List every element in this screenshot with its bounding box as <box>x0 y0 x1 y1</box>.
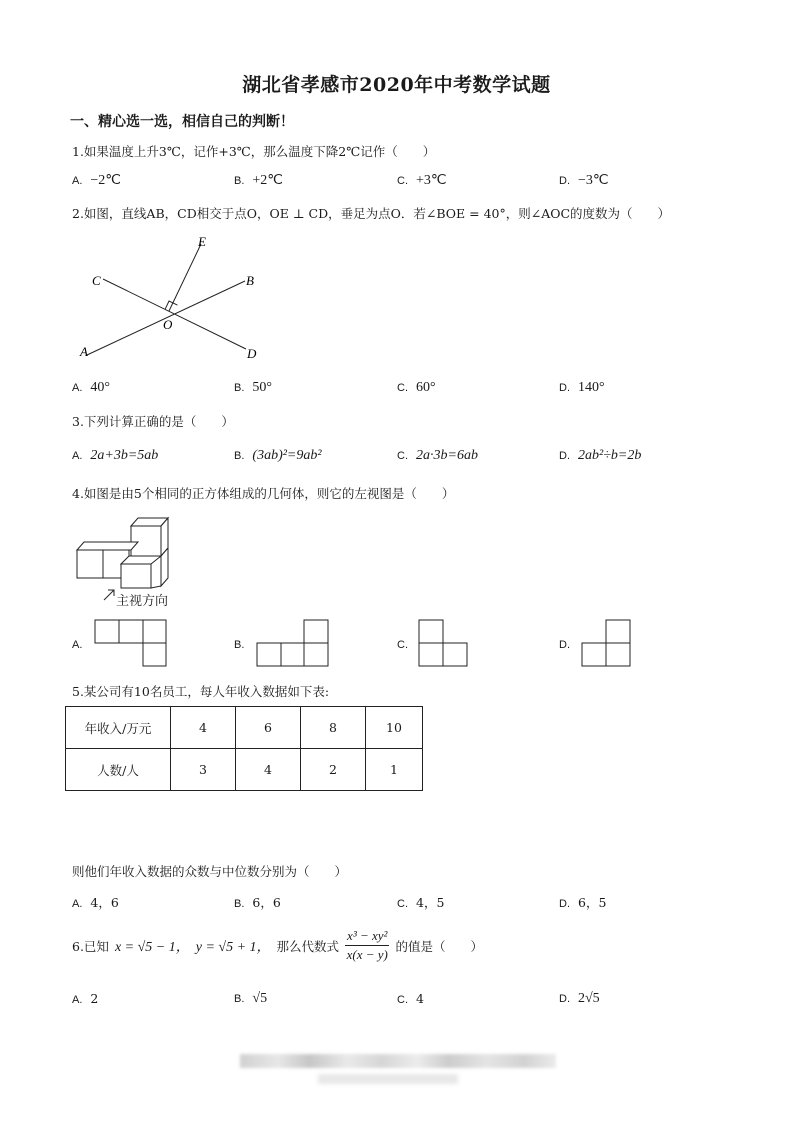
table-row <box>66 749 423 791</box>
option-label: D. <box>559 175 570 187</box>
option-label: A. <box>72 382 83 394</box>
option-value: 4，6 <box>90 895 119 910</box>
option-label: A. <box>72 898 83 910</box>
option-value: 60° <box>416 380 436 395</box>
q5-option-c[interactable] <box>397 893 444 911</box>
q4-option-c-view-icon <box>418 619 470 669</box>
q1-option-a[interactable] <box>72 172 121 189</box>
table-cell: 2 <box>301 749 366 791</box>
section-heading: 一、精心选一选，相信自己的判断！ <box>70 114 294 130</box>
option-label: D. <box>559 993 570 1005</box>
q6-option-b[interactable] <box>234 991 267 1007</box>
q2-option-d[interactable] <box>559 380 605 396</box>
q3-option-d[interactable] <box>559 448 641 464</box>
label-o: O <box>163 317 173 332</box>
ray-oe <box>169 244 201 311</box>
option-label: B. <box>234 898 245 910</box>
option-label: C. <box>397 175 408 187</box>
option-value: −3℃ <box>578 173 609 188</box>
label-e: E <box>198 234 206 249</box>
q2-option-b[interactable] <box>234 380 272 396</box>
line-cd <box>103 279 246 349</box>
table-cell: 4 <box>171 707 236 749</box>
q3-option-b[interactable] <box>234 448 322 464</box>
table-cell: 人数/人 <box>66 749 171 791</box>
table-row <box>66 707 423 749</box>
option-value: −2℃ <box>90 173 122 188</box>
question-3-text: 3.下列计算正确的是（ ） <box>72 414 234 429</box>
cube-front-face <box>77 550 103 578</box>
table-cell: 年收入/万元 <box>66 707 171 749</box>
option-value: √5 <box>252 991 268 1006</box>
question-6-text <box>72 928 483 963</box>
label-d: D <box>247 346 257 361</box>
q6-fraction <box>345 928 389 963</box>
blurred-watermark-sub <box>318 1074 458 1084</box>
q4-option-c[interactable] <box>397 637 416 651</box>
option-value: +2℃ <box>252 173 284 188</box>
q4-option-b-view-icon <box>256 619 330 669</box>
cube-top-face <box>77 542 138 550</box>
q4-option-a-view-icon <box>94 619 168 669</box>
option-label: C. <box>397 450 408 462</box>
q6-option-d[interactable] <box>559 991 600 1007</box>
option-value: 2 <box>90 991 99 1006</box>
label-c: C <box>92 273 101 288</box>
option-label: B. <box>234 175 245 187</box>
question-4-text: 4.如图是由5个相同的正方体组成的几何体，则它的左视图是（ ） <box>72 486 455 501</box>
option-label: C. <box>397 639 408 651</box>
question-5-text: 5.某公司有10名员工，每人年收入数据如下表: <box>72 684 330 699</box>
q5-option-a[interactable] <box>72 893 119 911</box>
q6-option-a[interactable] <box>72 991 98 1006</box>
question-5-prompt: 则他们年收入数据的众数与中位数分别为（ ） <box>72 864 348 879</box>
income-data-table <box>65 706 423 791</box>
option-value: 140° <box>578 380 605 395</box>
option-value: (3ab)²=9ab² <box>252 448 322 463</box>
q6-x-expression: x = √5 − 1， <box>114 939 190 955</box>
table-cell: 3 <box>171 749 236 791</box>
option-label: D. <box>559 450 570 462</box>
option-value: 6，5 <box>578 895 607 910</box>
label-b: B <box>246 273 254 288</box>
q1-option-d[interactable] <box>559 172 609 189</box>
q1-option-c[interactable] <box>397 172 447 189</box>
option-label: B. <box>234 450 245 462</box>
table-cell: 6 <box>236 707 301 749</box>
q2-option-a[interactable] <box>72 380 110 396</box>
option-label: B. <box>234 382 245 394</box>
q4-option-d-view-icon <box>581 619 633 669</box>
view-direction-arrow <box>104 590 114 600</box>
table-cell: 10 <box>366 707 423 749</box>
q5-option-b[interactable] <box>234 893 281 911</box>
option-label: A. <box>72 450 83 462</box>
page-title: 湖北省孝感市2020年中考数学试题 <box>242 74 551 96</box>
question-1-text: 1.如果温度上升3℃，记作+3℃，那么温度下降2℃记作（ ） <box>72 144 436 159</box>
option-label: C. <box>397 994 408 1006</box>
option-value: 50° <box>252 380 273 395</box>
option-value: 6，6 <box>252 895 281 910</box>
option-label: D. <box>559 898 570 910</box>
option-value: 2√5 <box>578 991 600 1006</box>
q6-mid-text: 那么代数式 <box>276 938 340 954</box>
table-cell: 8 <box>301 707 366 749</box>
option-value: +3℃ <box>416 173 447 188</box>
q5-option-d[interactable] <box>559 893 606 911</box>
q6-option-c[interactable] <box>397 991 424 1006</box>
q3-option-c[interactable] <box>397 448 478 464</box>
option-value: 2a·3b=6ab <box>416 448 478 463</box>
q4-option-d[interactable] <box>559 637 578 651</box>
option-label: A. <box>72 994 83 1006</box>
blurred-watermark <box>240 1054 556 1068</box>
option-label: C. <box>397 382 408 394</box>
option-value: 4 <box>416 991 424 1006</box>
q6-suffix: 的值是（ ） <box>395 938 483 954</box>
option-label: D. <box>559 382 570 394</box>
cube-front-face <box>121 564 151 588</box>
fraction-numerator: x³ − xy² <box>345 928 389 946</box>
fraction-denominator: x(x − y) <box>346 947 388 962</box>
option-label: B. <box>234 639 245 651</box>
option-value: 2a+3b=5ab <box>90 448 159 463</box>
q4-option-b[interactable] <box>234 637 252 651</box>
option-value: 2ab²÷b=2b <box>578 448 642 463</box>
table-cell: 4 <box>236 749 301 791</box>
q6-y-expression: y = √5 + 1， <box>195 939 271 955</box>
q4-option-a[interactable] <box>72 637 90 651</box>
option-label: D. <box>559 639 570 651</box>
label-a: A <box>80 344 88 359</box>
option-label: A. <box>72 639 83 651</box>
question-2-text: 2.如图，直线AB，CD相交于点O，OE ⊥ CD，垂足为点O．若∠BOE = 40°，则∠AOC的度数为（ ） <box>72 206 671 221</box>
q1-option-b[interactable] <box>234 172 283 189</box>
option-label: B. <box>234 993 245 1005</box>
option-label: A. <box>72 175 83 187</box>
q3-option-a[interactable] <box>72 448 158 464</box>
q6-prefix: 6.已知 <box>72 938 109 954</box>
view-direction-caption: 主视方向 <box>116 594 169 609</box>
table-cell: 1 <box>366 749 423 791</box>
q2-option-c[interactable] <box>397 380 436 396</box>
cube-front-face <box>131 526 161 556</box>
q2-intersecting-lines-figure <box>70 228 270 368</box>
option-value: 40° <box>90 380 111 395</box>
option-value: 4，5 <box>416 895 445 910</box>
option-label: C. <box>397 898 408 910</box>
